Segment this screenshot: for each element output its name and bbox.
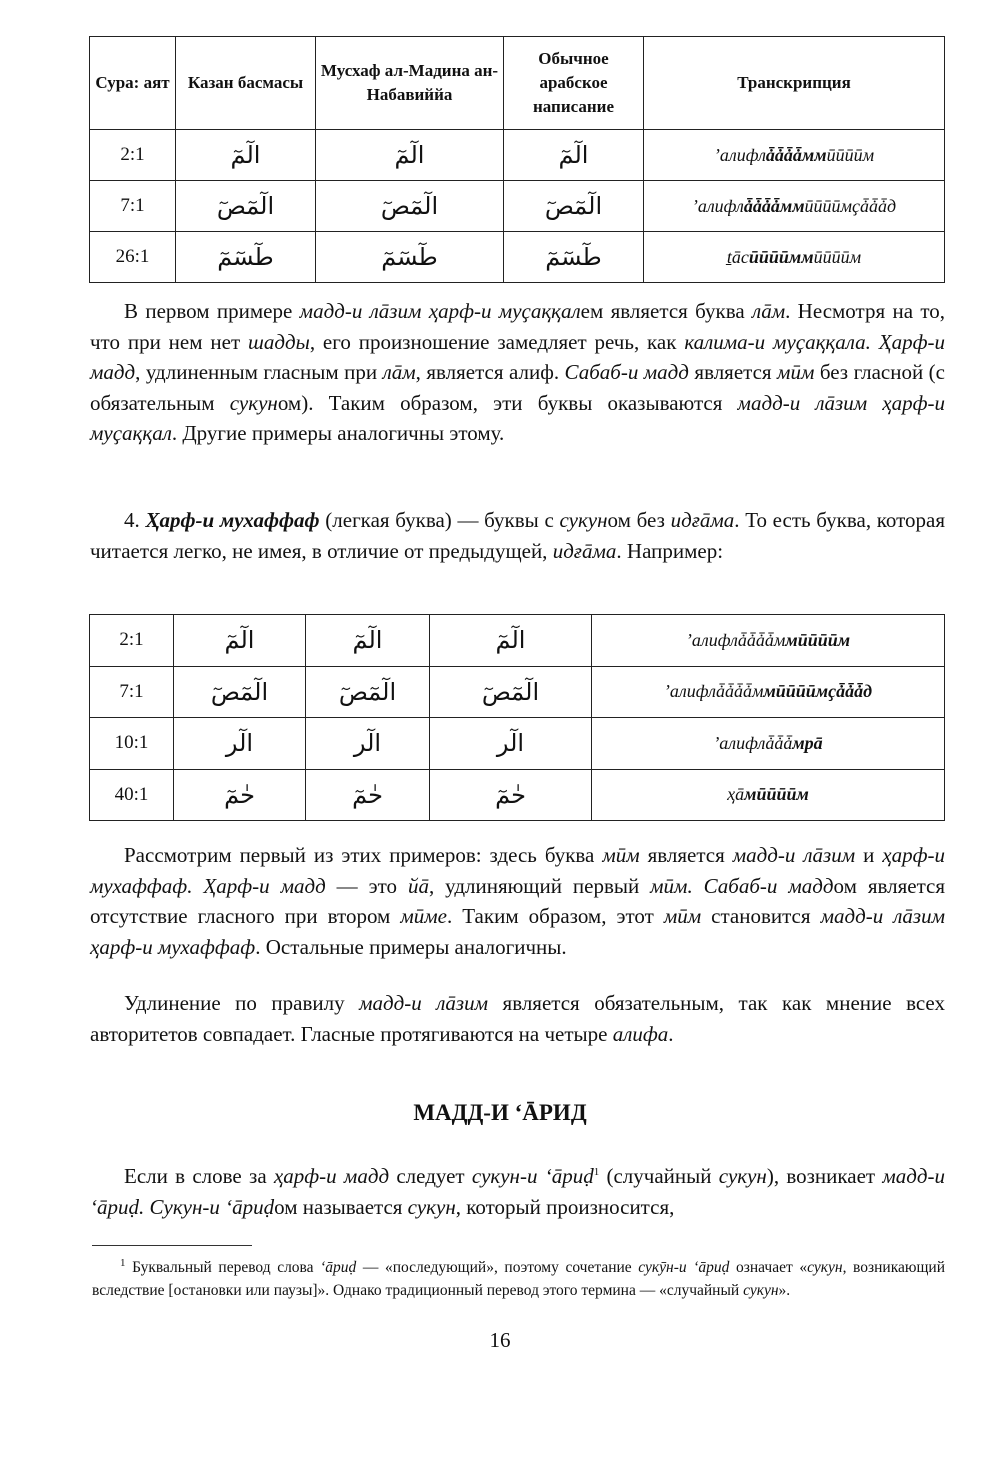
arabic-cell: الٓمٓصٓ [176, 181, 316, 232]
arabic-cell: حٰمٓ [306, 769, 430, 821]
table-row [90, 181, 945, 232]
arabic-cell: الٓمٓ [430, 615, 592, 667]
transcription-cell: ʼалифлǡǡǡǡммӣӣӣӣм [644, 130, 945, 181]
arabic-cell: الٓمٓصٓ [504, 181, 644, 232]
arabic-cell: الٓر [306, 718, 430, 770]
arabic-cell: الٓمٓصٓ [174, 666, 306, 718]
footnote-divider [92, 1245, 252, 1246]
arabic-cell: الٓمٓ [176, 130, 316, 181]
header-cell: Мусхаф ал-Мадина ан-Набавиййа [316, 37, 504, 130]
ref-cell: 26:1 [90, 232, 176, 283]
paragraph-5: Если в слове за ҳарф-и мадд следует сукун-и ʻāриḍ$^1$ (случайный сукун), возникает мадд-и ʻāриḍ. Сукун-и ʻāриḍом называется сукун, который произносится, [90, 1164, 946, 1219]
arabic-cell: الٓمٓ [316, 130, 504, 181]
table-1 [89, 36, 945, 283]
table-header-row [90, 37, 945, 130]
arabic-cell: حٰمٓ [174, 769, 306, 821]
paragraph-3: Рассмотрим первый из этих примеров: здесь буква мӣм является мадд-и лāзим и ҳарф-и мухаффаф. Ҳарф-и мадд — это йā, удлиняющий первый мӣм. Сабаб-и маддом является отсутствие гласного при втором мӣме. Таким образом, этот мӣм становится мадд-и лāзим ҳарф-и мухаффаф. Остальные примеры аналогичны. [90, 843, 945, 959]
arabic-cell: الٓمٓصٓ [306, 666, 430, 718]
section-heading: МАДД-И ʻĀРИД [413, 1100, 587, 1125]
ref-cell: 2:1 [90, 130, 176, 181]
transcription-cell: ʼалифлǡǡǡǡммӣӣӣӣм [592, 615, 945, 667]
paragraph-2: 4. Ҳарф-и мухаффаф (легкая буква) — буквы с сукуном без идғāма. То есть буква, которая читается легко, не имея, в отличие от предыдущей, идғāма. Например: [90, 508, 945, 563]
transcription-cell: ҳāмӣӣӣӣм [592, 769, 945, 821]
ref-cell: 40:1 [90, 769, 174, 821]
ref-cell: 10:1 [90, 718, 174, 770]
arabic-cell: الٓمٓصٓ [430, 666, 592, 718]
table-row [90, 615, 945, 667]
arabic-cell: الٓمٓ [504, 130, 644, 181]
arabic-cell: حٰمٓ [430, 769, 592, 821]
arabic-cell: الٓر [430, 718, 592, 770]
table-2 [89, 614, 945, 821]
arabic-cell: الٓمٓصٓ [316, 181, 504, 232]
ref-cell: 7:1 [90, 666, 174, 718]
table-row [90, 232, 945, 283]
arabic-cell: الٓر [174, 718, 306, 770]
table-row [90, 718, 945, 770]
page-number: 16 [489, 1328, 511, 1352]
paragraph-1: В первом примере мадд-и лāзим ҳарф-и муҫаққалем является буква лāм. Несмотря на то, что при нем нет шадды, его произношение замедляет речь, как калима-и муҫаққала. Ҳарф-и мадд, удлиненным гласным при лāм, является алиф. Сабаб-и мадд является мӣм без гласной (с обязательным сукуном). Таким образом, эти буквы оказываются мадд-и лāзим ҳарф-и муҫаққал. Другие примеры аналогичны этому. [90, 299, 946, 445]
header-cell: Казан басмасы [176, 37, 316, 130]
table-row [90, 769, 945, 821]
table-row [90, 666, 945, 718]
arabic-cell: الٓمٓ [174, 615, 306, 667]
arabic-cell: طٓسٓمٓ [316, 232, 504, 283]
transcription-cell: ʼалифлǡǡǡмрā [592, 718, 945, 770]
header-cell: Транскрипция [644, 37, 945, 130]
arabic-cell: طٓسٓمٓ [504, 232, 644, 283]
ref-cell: 2:1 [90, 615, 174, 667]
paragraph-4: Удлинение по правилу мадд-и лāзим является обязательным, так как мнение всех авторитетов совпадает. Гласные протягиваются на четыре алифа. [90, 991, 945, 1046]
header-cell: Сура: аят [90, 37, 176, 130]
transcription-cell: ʼалифлǡǡǡǡммӣӣӣӣмҫǡǡǡд [644, 181, 945, 232]
transcription-cell: ṯāсӣӣӣӣммӣӣӣӣм [644, 232, 945, 283]
table-row [90, 130, 945, 181]
footnote: $^1$ Буквальный перевод слова ʻāриḍ — «последующий», поэтому сочетание сукӯн-и ʻāриḍ означает «сукун, возникающий вследствие [остановки или паузы]». Однако традиционный перевод этого термина — «случайный сукун». [92, 1257, 945, 1300]
ref-cell: 7:1 [90, 181, 176, 232]
arabic-cell: طٓسٓمٓ [176, 232, 316, 283]
arabic-cell: الٓمٓ [306, 615, 430, 667]
header-cell: Обычное арабское написание [504, 37, 644, 130]
transcription-cell: ʼалифлǡǡǡǡммӣӣӣӣмҫǡǡǡд [592, 666, 945, 718]
